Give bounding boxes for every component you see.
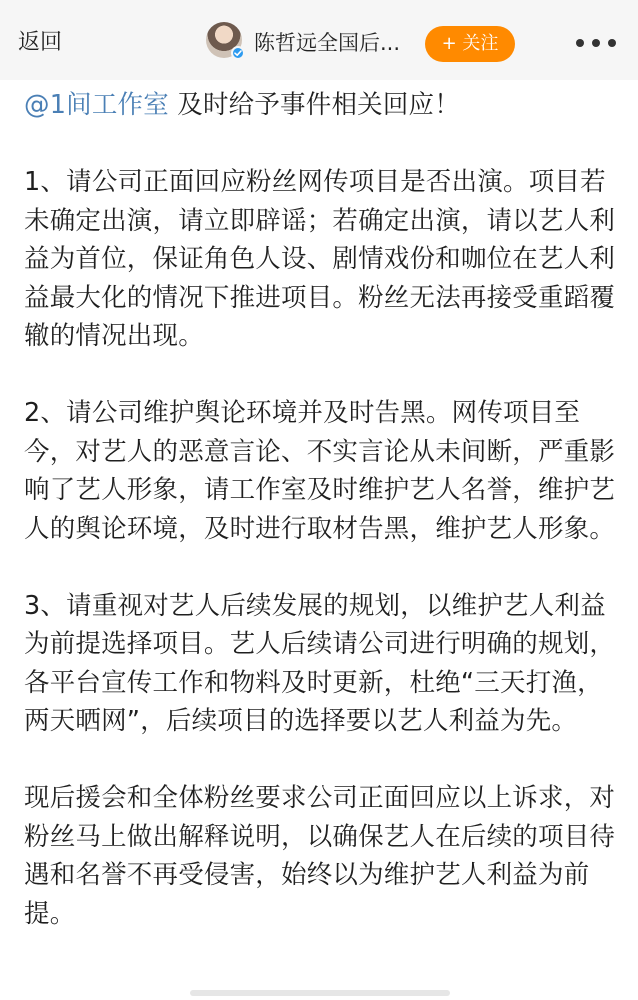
more-dots-icon[interactable] [576, 38, 620, 50]
avatar-icon[interactable] [206, 22, 242, 58]
post-paragraph: 2、请公司维护舆论环境并及时告黑。网传项目至今，对艺人的恶意言论、不实言论从未间断，严重影响了艺人形象，请工作室及时维护艺人名誉，维护艺人的舆论环境，及时进行取材告黑，维护艺人形象。 [24, 398, 616, 544]
top-navbar [0, 0, 638, 80]
more-dot [608, 39, 616, 47]
mention-link[interactable]: @1间工作室 [24, 90, 169, 120]
back-button[interactable]: 返回 [18, 30, 63, 55]
mention-line [24, 86, 620, 125]
follow-button[interactable]: + 关注 [425, 26, 515, 62]
more-dot [576, 39, 584, 47]
verified-badge-icon [231, 46, 245, 60]
paragraph-gap [24, 741, 620, 780]
post-body [24, 86, 620, 933]
scroll-indicator [190, 990, 450, 996]
post-paragraph: 1、请公司正面回应粉丝网传项目是否出演。项目若未确定出演，请立即辟谣；若确定出演，请以艺人利益为首位，保证角色人设、剧情戏份和咖位在艺人利益最大化的情况下推进项目。粉丝无法再接受重蹈覆辙的情况出现。 [24, 167, 616, 351]
more-dot [592, 39, 600, 47]
post-paragraph: 现后援会和全体粉丝要求公司正面回应以上诉求，对粉丝马上做出解释说明，以确保艺人在后续的项目待遇和名誉不再受侵害，始终以为维护艺人利益为前提。 [24, 783, 616, 929]
paragraph-gap [24, 548, 620, 587]
paragraph-gap [24, 356, 620, 395]
mention-rest: 及时给予事件相关回应！ [168, 90, 460, 120]
account-name[interactable]: 陈哲远全国后... [254, 31, 401, 55]
post-paragraph: 3、请重视对艺人后续发展的规划，以维护艺人利益为前提选择项目。艺人后续请公司进行明确的规划，各平台宣传工作和物料及时更新，杜绝“三天打渔，两天晒网”，后续项目的选择要以艺人利益为先。 [24, 590, 616, 736]
